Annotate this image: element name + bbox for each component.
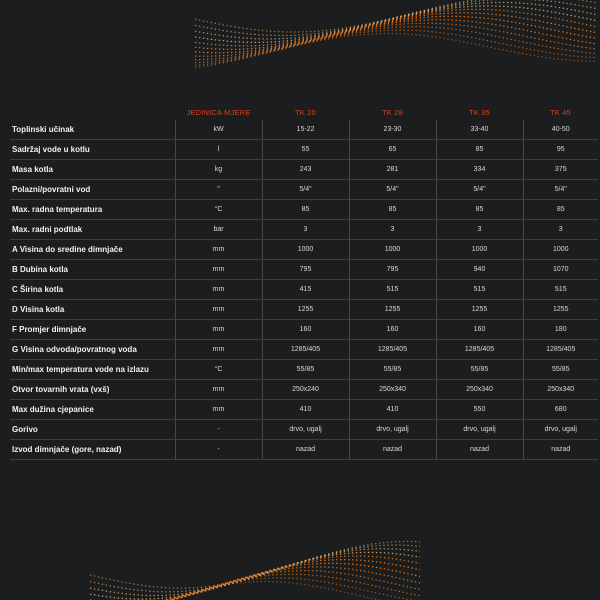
param-label: Masa kotla bbox=[10, 160, 175, 180]
header-unit: JEDINICA MJERE bbox=[186, 107, 251, 117]
header-tk45: TK 45 bbox=[549, 107, 571, 117]
wave-line bbox=[195, 16, 597, 53]
value-cell: 160 bbox=[349, 320, 436, 340]
param-label: G Visina odvoda/povratnog voda bbox=[10, 340, 175, 360]
value-cell: 515 bbox=[349, 280, 436, 300]
wave-line bbox=[195, 27, 597, 63]
value-cell: 55 bbox=[262, 140, 349, 160]
value-cell: 1285/405 bbox=[262, 340, 349, 360]
wave-line bbox=[195, 0, 597, 32]
value-cell: 243 bbox=[262, 160, 349, 180]
unit-cell: - bbox=[175, 440, 262, 460]
value-cell: 680 bbox=[523, 400, 598, 420]
value-cell: 33-40 bbox=[436, 120, 523, 140]
wave-line bbox=[195, 0, 597, 36]
value-cell: 250x340 bbox=[523, 380, 598, 400]
value-cell: 55/85 bbox=[523, 360, 598, 380]
value-cell: 55/85 bbox=[262, 360, 349, 380]
wave-line bbox=[90, 563, 420, 600]
header-tk35: TK 35 bbox=[468, 107, 490, 117]
value-cell: 250x340 bbox=[349, 380, 436, 400]
value-cell: nazad bbox=[523, 440, 598, 460]
table-row bbox=[10, 420, 598, 440]
wave-line bbox=[90, 571, 420, 600]
value-cell: 1000 bbox=[262, 240, 349, 260]
value-cell: 515 bbox=[523, 280, 598, 300]
wave-line bbox=[90, 578, 420, 600]
param-label: Gorivo bbox=[10, 420, 175, 440]
table-row bbox=[10, 200, 598, 220]
value-cell: 5/4" bbox=[436, 180, 523, 200]
param-label: Polazni/povratni vod bbox=[10, 180, 175, 200]
value-cell: 5/4" bbox=[523, 180, 598, 200]
unit-cell: mm bbox=[175, 340, 262, 360]
wave-line bbox=[90, 552, 420, 599]
value-cell: 160 bbox=[262, 320, 349, 340]
unit-cell: mm bbox=[175, 240, 262, 260]
value-cell: 334 bbox=[436, 160, 523, 180]
value-cell: 940 bbox=[436, 260, 523, 280]
value-cell: nazad bbox=[436, 440, 523, 460]
value-cell: 65 bbox=[349, 140, 436, 160]
value-cell: 515 bbox=[436, 280, 523, 300]
value-cell: 281 bbox=[349, 160, 436, 180]
wave-line bbox=[90, 582, 420, 600]
header-blank bbox=[10, 104, 175, 120]
unit-cell: l bbox=[175, 140, 262, 160]
table-row bbox=[10, 320, 598, 340]
value-cell: 5/4" bbox=[262, 180, 349, 200]
unit-cell: mm bbox=[175, 380, 262, 400]
table-row bbox=[10, 340, 598, 360]
param-label: F Promjer dimnjače bbox=[10, 320, 175, 340]
value-cell: 1070 bbox=[523, 260, 598, 280]
param-label: Izvod dimnjače (gore, nazad) bbox=[10, 440, 175, 460]
table-row bbox=[10, 180, 598, 200]
table-row bbox=[10, 220, 598, 240]
value-cell: 55/85 bbox=[436, 360, 523, 380]
value-cell: 85 bbox=[436, 140, 523, 160]
param-label: B Dubina kotla bbox=[10, 260, 175, 280]
bottom-wave-pattern bbox=[90, 541, 420, 600]
value-cell: 550 bbox=[436, 400, 523, 420]
wave-line bbox=[90, 541, 420, 588]
value-cell: drvo, ugalj bbox=[262, 420, 349, 440]
table-row bbox=[10, 300, 598, 320]
param-label: C Širina kotla bbox=[10, 280, 175, 300]
wave-line bbox=[195, 23, 597, 60]
wave-line bbox=[195, 20, 597, 57]
unit-cell: mm bbox=[175, 320, 262, 340]
value-cell: 410 bbox=[262, 400, 349, 420]
wave-line bbox=[195, 30, 597, 65]
wave-line bbox=[195, 2, 597, 39]
value-cell: 160 bbox=[436, 320, 523, 340]
unit-cell: mm bbox=[175, 300, 262, 320]
wave-line bbox=[90, 549, 420, 596]
value-cell: 1000 bbox=[436, 240, 523, 260]
value-cell: 85 bbox=[436, 200, 523, 220]
unit-cell: kg bbox=[175, 160, 262, 180]
value-cell: 250x240 bbox=[262, 380, 349, 400]
wave-line bbox=[90, 556, 420, 600]
value-cell: 3 bbox=[262, 220, 349, 240]
wave-line bbox=[195, 34, 597, 68]
table-row bbox=[10, 440, 598, 460]
table-row bbox=[10, 360, 598, 380]
wave-line bbox=[195, 13, 597, 50]
param-label: Max. radna temperatura bbox=[10, 200, 175, 220]
table-row bbox=[10, 400, 598, 420]
param-label: Toplinski učinak bbox=[10, 120, 175, 140]
unit-cell: mm bbox=[175, 280, 262, 300]
value-cell: 795 bbox=[349, 260, 436, 280]
value-cell: 415 bbox=[262, 280, 349, 300]
header-tk28: TK 28 bbox=[381, 107, 403, 117]
value-cell: nazad bbox=[262, 440, 349, 460]
wave-line bbox=[90, 545, 420, 592]
param-label: Max. radni podtlak bbox=[10, 220, 175, 240]
param-label: D Visina kotla bbox=[10, 300, 175, 320]
value-cell: 85 bbox=[349, 200, 436, 220]
value-cell: 250x340 bbox=[436, 380, 523, 400]
value-cell: 1255 bbox=[349, 300, 436, 320]
value-cell: 85 bbox=[523, 200, 598, 220]
value-cell: 95 bbox=[523, 140, 598, 160]
value-cell: 410 bbox=[349, 400, 436, 420]
value-cell: nazad bbox=[349, 440, 436, 460]
value-cell: 1285/405 bbox=[523, 340, 598, 360]
table-row bbox=[10, 240, 598, 260]
wave-line bbox=[195, 6, 597, 43]
wave-line bbox=[90, 567, 420, 600]
value-cell: 3 bbox=[436, 220, 523, 240]
value-cell: 3 bbox=[349, 220, 436, 240]
unit-cell: kW bbox=[175, 120, 262, 140]
param-label: Sadržaj vode u kotlu bbox=[10, 140, 175, 160]
unit-cell: °C bbox=[175, 200, 262, 220]
unit-cell: mm bbox=[175, 400, 262, 420]
unit-cell: mm bbox=[175, 260, 262, 280]
table-row bbox=[10, 260, 598, 280]
value-cell: 180 bbox=[523, 320, 598, 340]
unit-cell: - bbox=[175, 420, 262, 440]
unit-cell: bar bbox=[175, 220, 262, 240]
value-cell: 3 bbox=[523, 220, 598, 240]
value-cell: 795 bbox=[262, 260, 349, 280]
unit-cell: °C bbox=[175, 360, 262, 380]
value-cell: 1285/405 bbox=[436, 340, 523, 360]
unit-cell: " bbox=[175, 180, 262, 200]
table-row bbox=[10, 140, 598, 160]
value-cell: 1000 bbox=[349, 240, 436, 260]
top-wave-pattern bbox=[195, 0, 597, 68]
table-row bbox=[10, 280, 598, 300]
wave-line bbox=[195, 9, 597, 46]
table-row bbox=[10, 380, 598, 400]
header-tk20: TK 20 bbox=[294, 107, 316, 117]
spec-table bbox=[10, 104, 598, 460]
value-cell: 15-22 bbox=[262, 120, 349, 140]
value-cell: 1255 bbox=[262, 300, 349, 320]
value-cell: 23-30 bbox=[349, 120, 436, 140]
value-cell: 375 bbox=[523, 160, 598, 180]
wave-line bbox=[90, 560, 420, 600]
value-cell: 1255 bbox=[523, 300, 598, 320]
value-cell: 40-50 bbox=[523, 120, 598, 140]
value-cell: 1285/405 bbox=[349, 340, 436, 360]
value-cell: drvo, ugalj bbox=[436, 420, 523, 440]
param-label: Min/max temperatura vode na izlazu bbox=[10, 360, 175, 380]
wave-line bbox=[90, 574, 420, 600]
value-cell: drvo, ugalj bbox=[523, 420, 598, 440]
table-row bbox=[10, 160, 598, 180]
header-row bbox=[10, 104, 598, 120]
value-cell: 85 bbox=[262, 200, 349, 220]
param-label: Max dužina cjepanice bbox=[10, 400, 175, 420]
value-cell: 5/4" bbox=[349, 180, 436, 200]
param-label: A Visina do sredine dimnjače bbox=[10, 240, 175, 260]
value-cell: 1000 bbox=[523, 240, 598, 260]
table-row bbox=[10, 120, 598, 140]
param-label: Otvor tovarnih vrata (vxš) bbox=[10, 380, 175, 400]
value-cell: 55/85 bbox=[349, 360, 436, 380]
table-body bbox=[10, 120, 598, 460]
value-cell: drvo, ugalj bbox=[349, 420, 436, 440]
value-cell: 1255 bbox=[436, 300, 523, 320]
